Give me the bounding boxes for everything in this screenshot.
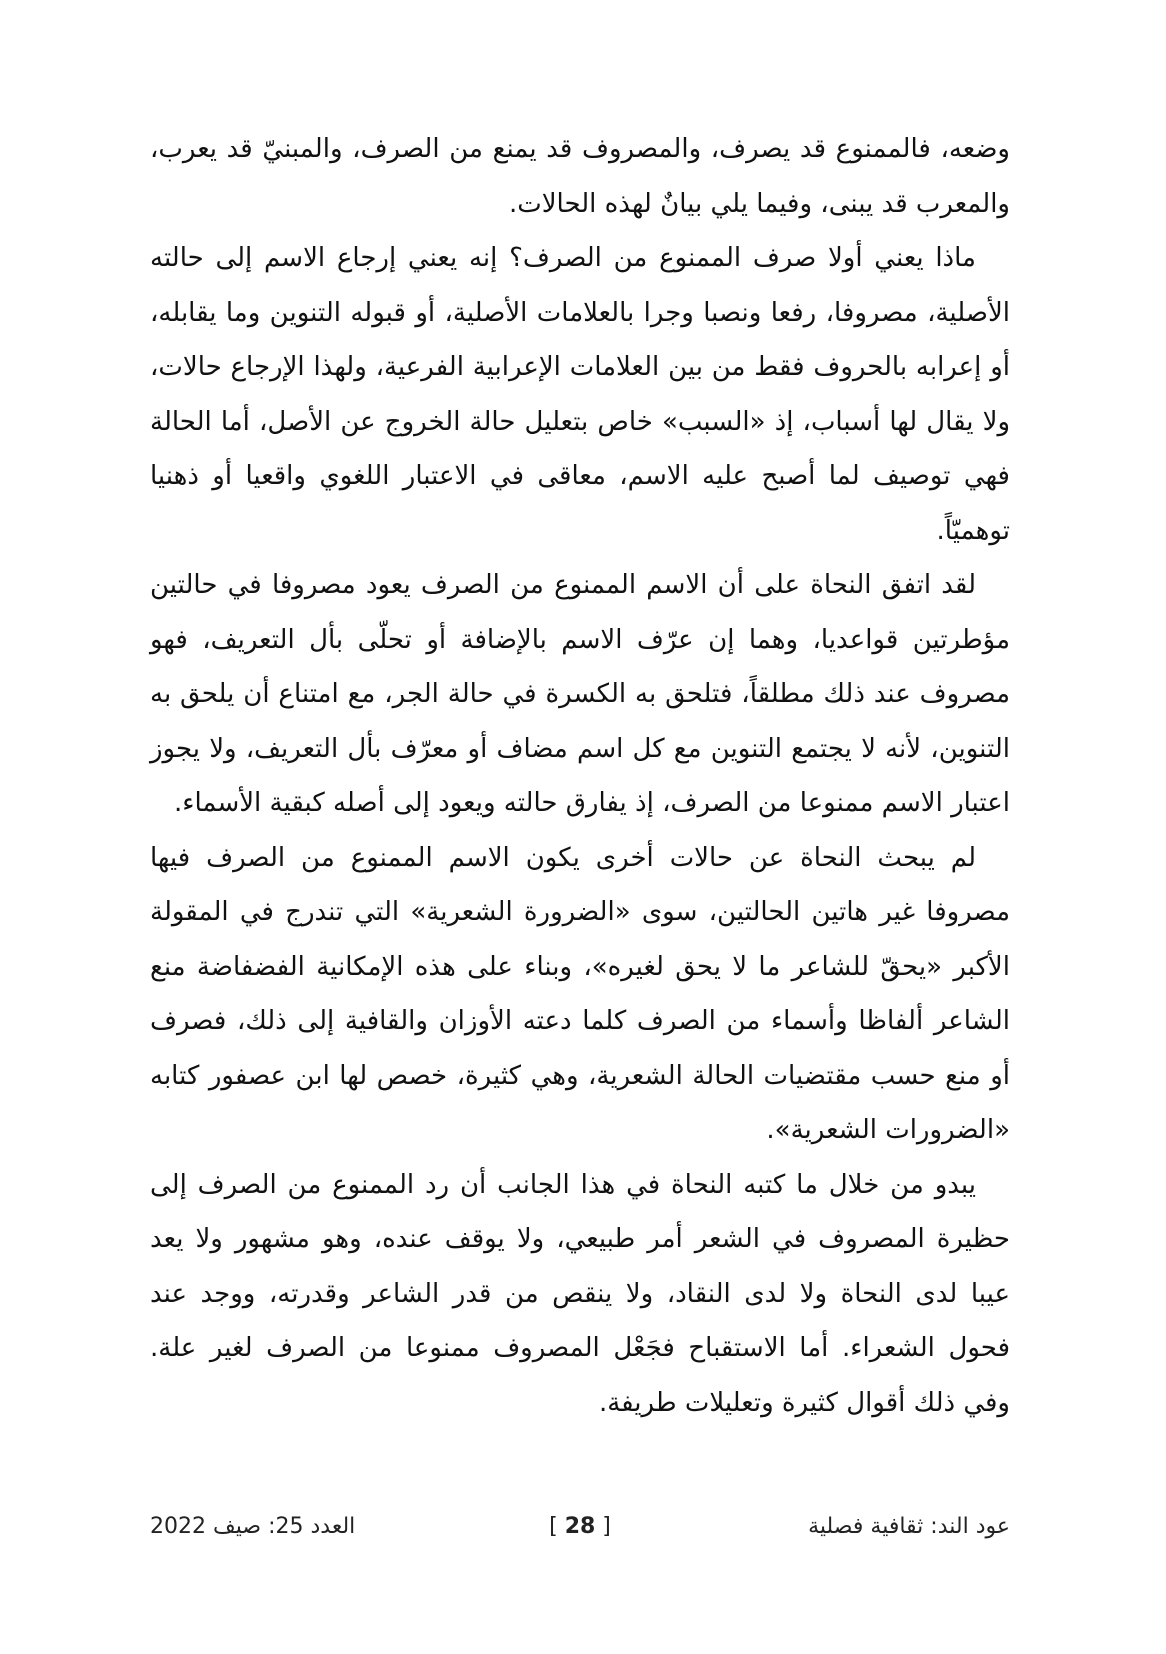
- article-body: [150, 122, 1010, 1430]
- paragraph: لم يبحث النحاة عن حالات أخرى يكون الاسم الممنوع من الصرف فيها مصروفا غير هاتين الحالتين، سوى «الضرورة الشعرية» التي تندرج في المقولة الأكبر «يحقّ للشاعر ما لا يحق لغيره»، وبناء على هذه الإمكانية الفضفاضة منع الشاعر ألفاظا وأسماء من الصرف كلما دعته الأوزان والقافية إلى ذلك، فصرف أو منع حسب مقتضيات الحالة الشعرية، وهي كثيرة، خصص لها ابن عصفور كتابه «الضرورات الشعرية».: [150, 842, 1010, 1145]
- journal-name: عود الند: ثقافية فصلية: [808, 1514, 1010, 1539]
- page-number: 28: [564, 1514, 596, 1539]
- issue-info: العدد 25: صيف 2022: [150, 1514, 356, 1539]
- paragraph: ماذا يعني أولا صرف الممنوع من الصرف؟ إنه يعني إرجاع الاسم إلى حالته الأصلية، مصروفا، رفعا ونصبا وجرا بالعلامات الأصلية، أو قبوله التنوين وما يقابله، أو إعرابه بالحروف فقط من بين العلامات الإعرابية الفرعية، ولهذا الإرجاع حالات، ولا يقال لها أسباب، إذ «السبب» خاص بتعليل حالة الخروج عن الأصل، أما الحالة فهي توصيف لما أصبح عليه الاسم، معاقى في الاعتبار اللغوي واقعيا أو ذهنيا توهميّاً.: [150, 243, 1010, 546]
- paragraph: يبدو من خلال ما كتبه النحاة في هذا الجانب أن رد الممنوع من الصرف إلى حظيرة المصروف في الشعر أمر طبيعي، ولا يوقف عنده، وهو مشهور ولا يعد عيبا لدى النحاة ولا لدى النقاد، ولا ينقص من قدر الشاعر وقدرته، ووجد عند فحول الشعراء. أما الاستقباح فجَعْل المصروف ممنوعا من الصرف لغير علة. وفي ذلك أقوال كثيرة وتعليلات طريفة.: [150, 1169, 1010, 1418]
- page-bracket-open: [: [549, 1514, 565, 1539]
- paragraph-continuation: وضعه، فالممنوع قد يصرف، والمصروف قد يمنع من الصرف، والمبنيّ قد يعرب، والمعرب قد يبنى، وفيما يلي بيانٌ لهذه الحالات.: [150, 134, 1010, 219]
- page-footer: [150, 1514, 1010, 1554]
- page-number-box: [549, 1514, 611, 1539]
- page-bracket-close: ]: [595, 1514, 611, 1539]
- paragraph: لقد اتفق النحاة على أن الاسم الممنوع من الصرف يعود مصروفا في حالتين مؤطرتين قواعديا، وهما إن عرّف الاسم بالإضافة أو تحلّى بأل التعريف، فهو مصروف عند ذلك مطلقاً، فتلحق به الكسرة في حالة الجر، مع امتناع أن يلحق به التنوين، لأنه لا يجتمع التنوين مع كل اسم مضاف أو معرّف بأل التعريف، ولا يجوز اعتبار الاسم ممنوعا من الصرف، إذ يفارق حالته ويعود إلى أصله كبقية الأسماء.: [150, 570, 1010, 818]
